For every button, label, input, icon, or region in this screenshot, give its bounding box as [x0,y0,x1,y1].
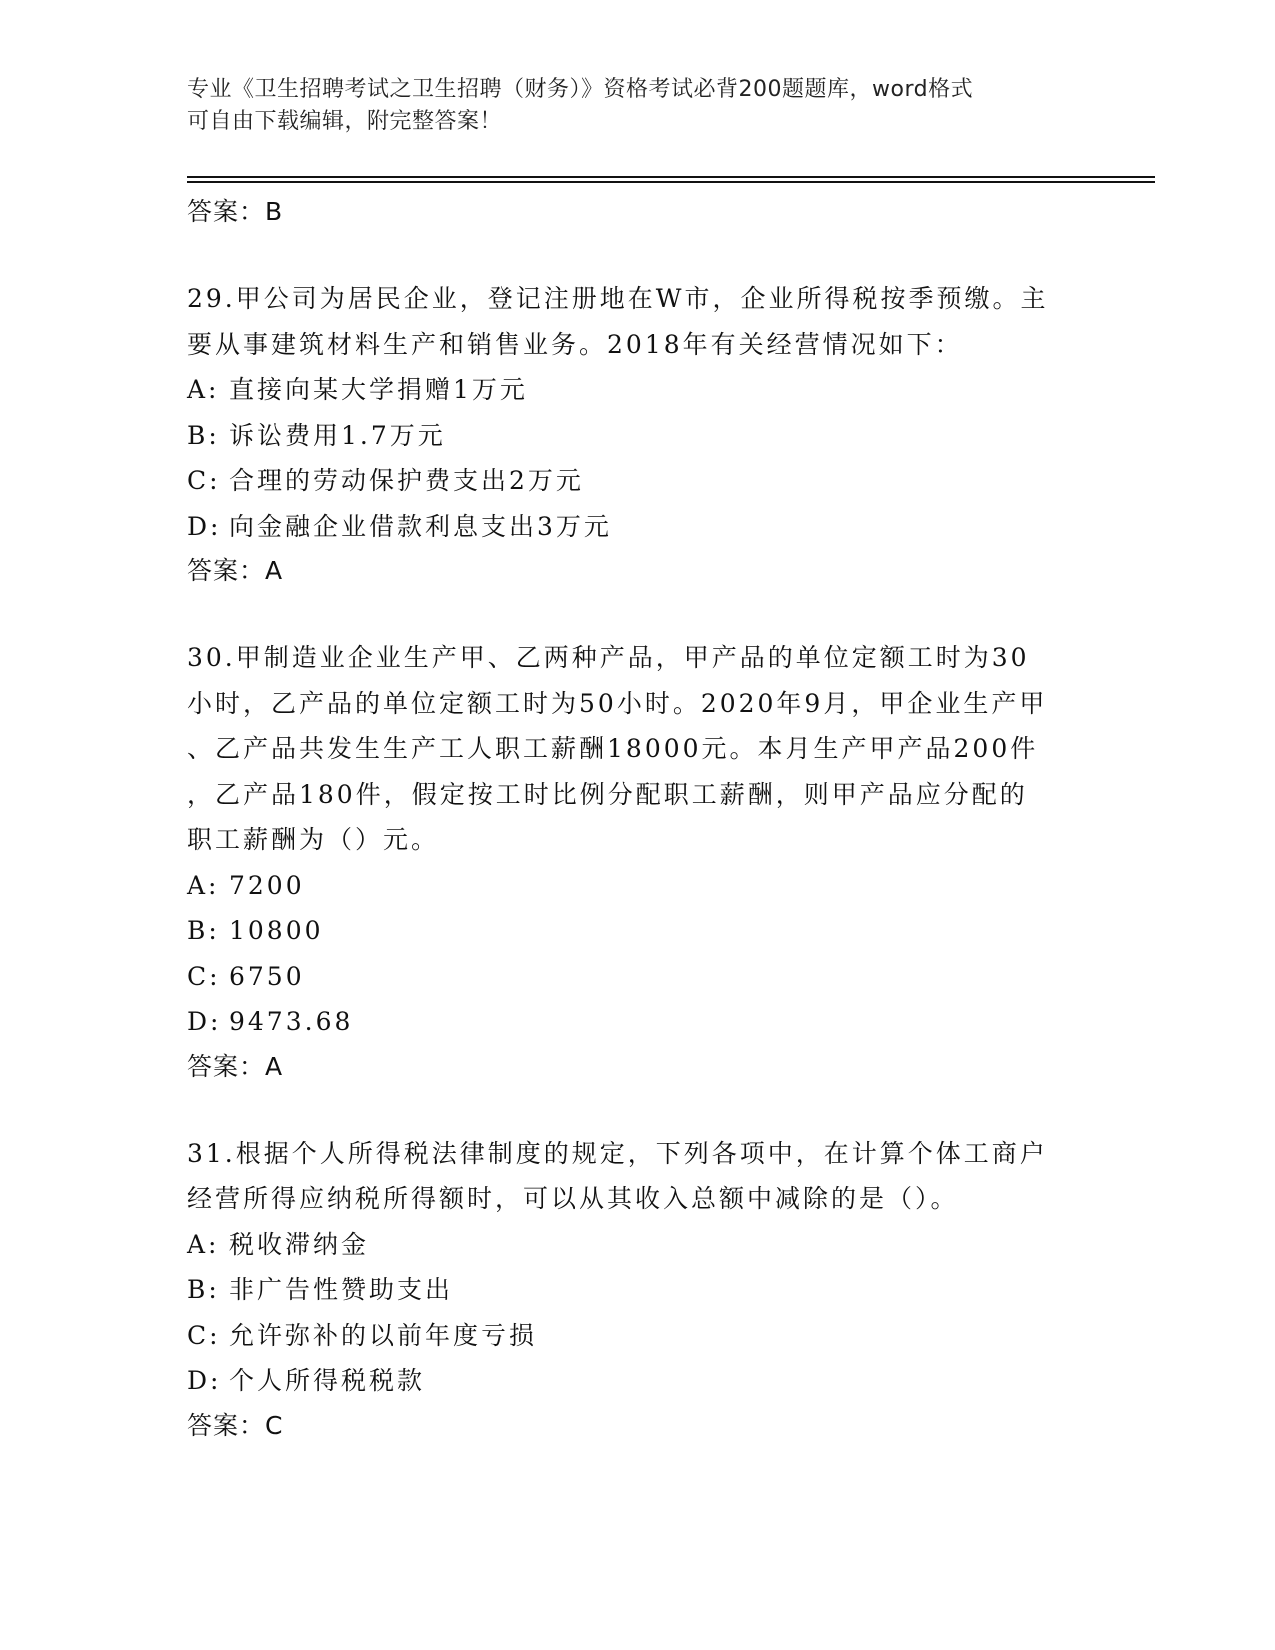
option-b [187,1267,1087,1313]
answer-label: 答案：A [187,1051,284,1081]
header-line-1: 专业《卫生招聘考试之卫生招聘（财务）》资格考试必背200题题库，word格式 [187,77,974,102]
option-text: 7200 [229,870,305,900]
option-key: B: [187,916,220,945]
option-c [187,954,1087,1000]
header-line-2: 可自由下载编辑，附完整答案！ [187,109,503,134]
stem-line: ，乙产品180件，假定按工时比例分配职工薪酬，则甲产品应分配的 [187,779,1028,809]
stem-line: 、乙产品共发生生产工人职工薪酬18000元。本月生产甲产品200件 [187,734,1039,763]
option-a [187,1222,1087,1268]
stem-line: 经营所得应纳税所得额时，可以从其收入总额中减除的是（）。 [187,1184,959,1213]
option-key: D: [187,1007,222,1036]
option-d [187,504,1087,550]
header-divider-bottom [187,181,1155,183]
option-a [187,367,1087,413]
stem-line: 31.根据个人所得税法律制度的规定，下列各项中，在计算个体工商户 [187,1138,1048,1168]
answer-label: 答案：A [187,556,284,585]
option-d [187,1358,1087,1404]
stem-line: 30.甲制造业企业生产甲、乙两种产品，甲产品的单位定额工时为30 [187,643,1030,672]
document-header [187,74,1067,138]
header-divider-top [187,176,1155,178]
option-key: B: [187,420,220,450]
stem-line: 要从事建筑材料生产和销售业务。2018年有关经营情况如下： [187,329,963,359]
option-text: 诉讼费用1.7万元 [229,420,446,450]
previous-answer: 答案：B [187,197,284,226]
option-text: 允许弥补的以前年度亏损 [229,1320,538,1350]
option-key: C: [187,961,221,991]
option-key: A: [187,375,220,404]
question-stem [187,635,1087,863]
option-a [187,863,1087,909]
option-key: A: [187,1229,220,1259]
option-b [187,413,1087,459]
option-text: 向金融企业借款利息支出3万元 [229,511,612,541]
option-key: B: [187,1275,220,1304]
option-key: C: [187,1320,221,1350]
option-key: A: [187,870,220,900]
stem-line: 29.甲公司为居民企业，登记注册地在W市，企业所得税按季预缴。主 [187,284,1049,313]
option-key: D: [187,1366,222,1395]
option-text: 6750 [229,961,305,991]
option-text: 直接向某大学捐赠1万元 [229,375,528,404]
option-c [187,458,1087,504]
option-text: 合理的劳动保护费支出2万元 [229,466,584,495]
question-29 [187,276,1087,593]
question-31 [187,1131,1087,1448]
option-text: 9473.68 [229,1007,354,1036]
option-key: C: [187,466,221,495]
option-b [187,908,1087,954]
question-stem [187,276,1087,367]
question-stem [187,1131,1087,1222]
option-text: 税收滞纳金 [229,1229,370,1259]
option-d [187,999,1087,1045]
option-text: 10800 [229,916,324,945]
answer-label: 答案：C [187,1410,284,1440]
option-key: D: [187,511,222,541]
option-text: 非广告性赞助支出 [229,1275,454,1304]
option-c [187,1313,1087,1359]
stem-line: 职工薪酬为（）元。 [187,825,440,854]
question-list [187,190,1087,1448]
question-30 [187,635,1087,1089]
option-text: 个人所得税税款 [229,1366,426,1395]
stem-line: 小时，乙产品的单位定额工时为50小时。2020年9月，甲企业生产甲 [187,688,1048,718]
